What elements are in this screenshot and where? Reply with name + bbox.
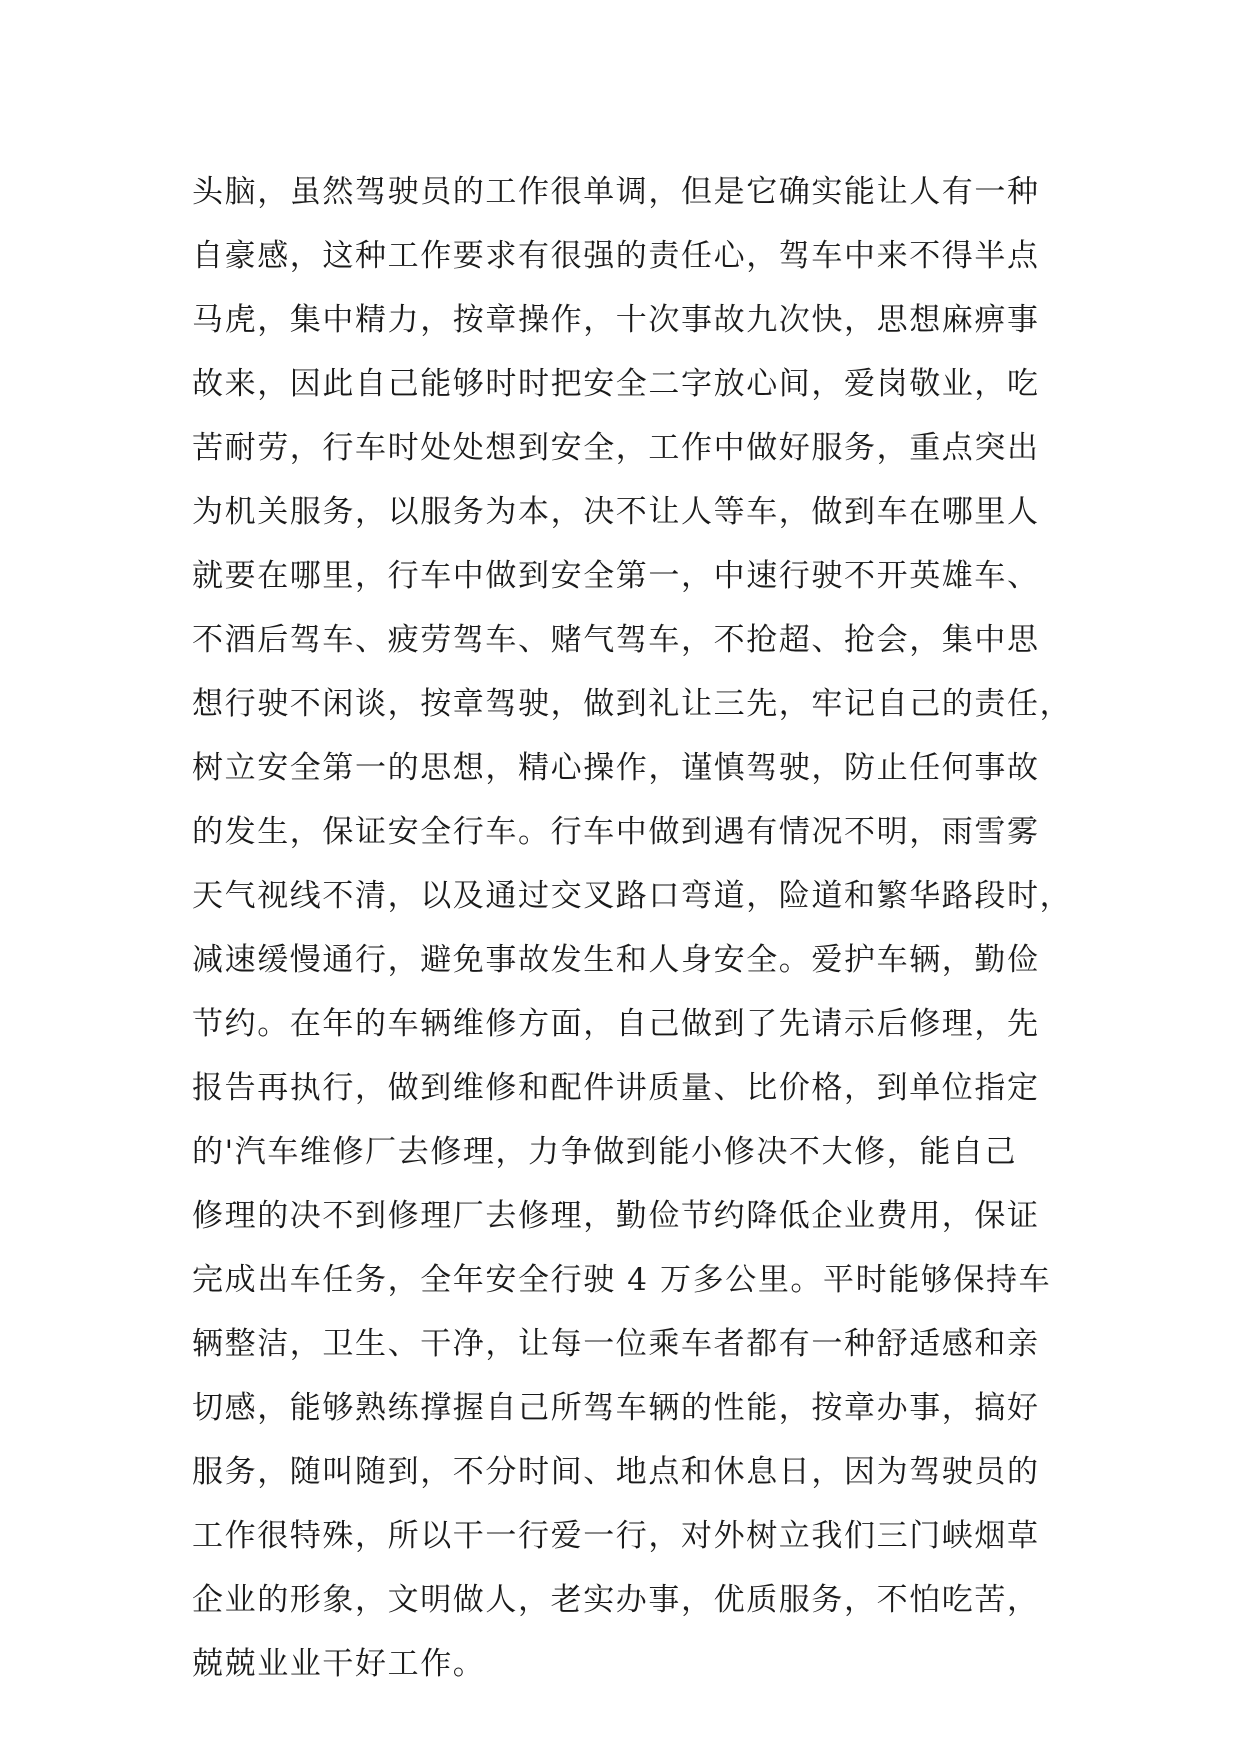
- text-line: 减速缓慢通行，避免事故发生和人身安全。爱护车辆，勤俭: [192, 942, 1040, 978]
- text-line: 修理的决不到修理厂去修理，勤俭节约降低企业费用，保证: [192, 1198, 1040, 1234]
- text-line: 不酒后驾车、疲劳驾车、赌气驾车，不抢超、抢会，集中思: [192, 622, 1040, 658]
- body-text: [192, 160, 1072, 1696]
- text-line: 完成出车任务，全年安全行驶 4 万多公里。平时能够保持车: [192, 1262, 1052, 1298]
- text-line: 节约。在年的车辆维修方面，自己做到了先请示后修理，先: [192, 1006, 1040, 1042]
- text-line: 的发生，保证安全行车。行车中做到遇有情况不明，雨雪雾: [192, 814, 1040, 850]
- text-line: 想行驶不闲谈，按章驾驶，做到礼让三先，牢记自己的责任，: [192, 686, 1073, 722]
- text-line: 的'汽车维修厂去修理，力争做到能小修决不大修，能自己: [192, 1134, 1018, 1170]
- text-line: 企业的形象，文明做人，老实办事，优质服务，不怕吃苦，: [192, 1582, 1040, 1618]
- text-line: 就要在哪里，行车中做到安全第一，中速行驶不开英雄车、: [192, 558, 1040, 594]
- text-line: 马虎，集中精力，按章操作，十次事故九次快，思想麻痹事: [192, 302, 1040, 338]
- text-line: 切感，能够熟练撑握自己所驾车辆的性能，按章办事，搞好: [192, 1390, 1040, 1426]
- text-line: 自豪感，这种工作要求有很强的责任心，驾车中来不得半点: [192, 238, 1040, 274]
- text-line: 头脑，虽然驾驶员的工作很单调，但是它确实能让人有一种: [192, 174, 1040, 210]
- text-line: 苦耐劳，行车时处处想到安全，工作中做好服务，重点突出: [192, 430, 1040, 466]
- text-line: 为机关服务，以服务为本，决不让人等车，做到车在哪里人: [192, 494, 1040, 530]
- text-line: 报告再执行，做到维修和配件讲质量、比价格，到单位指定: [192, 1070, 1040, 1106]
- text-line: 故来，因此自己能够时时把安全二字放心间，爱岗敬业，吃: [192, 366, 1040, 402]
- text-line: 树立安全第一的思想，精心操作，谨慎驾驶，防止任何事故: [192, 750, 1040, 786]
- text-line: 服务，随叫随到，不分时间、地点和休息日，因为驾驶员的: [192, 1454, 1040, 1490]
- text-line: 天气视线不清，以及通过交叉路口弯道，险道和繁华路段时，: [192, 878, 1073, 914]
- text-line: 辆整洁，卫生、干净，让每一位乘车者都有一种舒适感和亲: [192, 1326, 1040, 1362]
- text-line: 兢兢业业干好工作。: [192, 1646, 486, 1682]
- text-line: 工作很特殊，所以干一行爱一行，对外树立我们三门峡烟草: [192, 1518, 1040, 1554]
